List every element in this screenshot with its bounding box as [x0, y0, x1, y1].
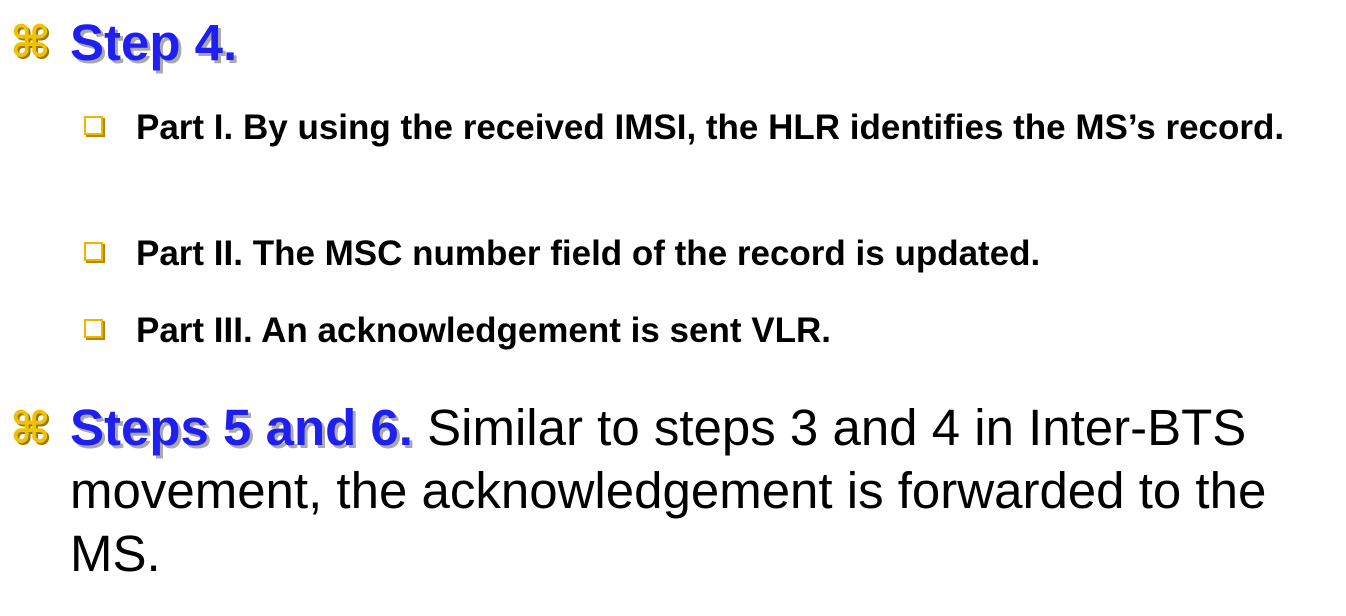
steps-5-6-paragraph — [70, 396, 1340, 585]
sub-bullet-2 — [84, 228, 1314, 280]
sub-bullet-text: Part III. An acknowledgement is sent VLR. — [136, 311, 831, 350]
sub-bullet-1 — [84, 102, 1314, 154]
sub-bullet-text: Part II. The MSC number field of the record is updated. — [136, 234, 1041, 273]
checkbox-icon — [84, 242, 103, 261]
checkbox-icon — [84, 319, 103, 338]
checkbox-icon — [84, 116, 103, 135]
sub-bullet-3 — [84, 305, 1314, 357]
step4-heading: Step 4. — [70, 14, 238, 71]
command-icon: ⌘ — [10, 403, 51, 454]
steps-5-6-body: Similar to steps 3 and 4 in Inter-BTS movement, the acknowledgement is forwarded to the MS. — [70, 399, 1267, 582]
sub-bullet-text: Part I. By using the received IMSI, the HLR identifies the MS’s record. — [136, 108, 1285, 147]
command-icon: ⌘ — [10, 17, 51, 68]
steps-5-6-heading: Steps 5 and 6. — [70, 399, 413, 456]
